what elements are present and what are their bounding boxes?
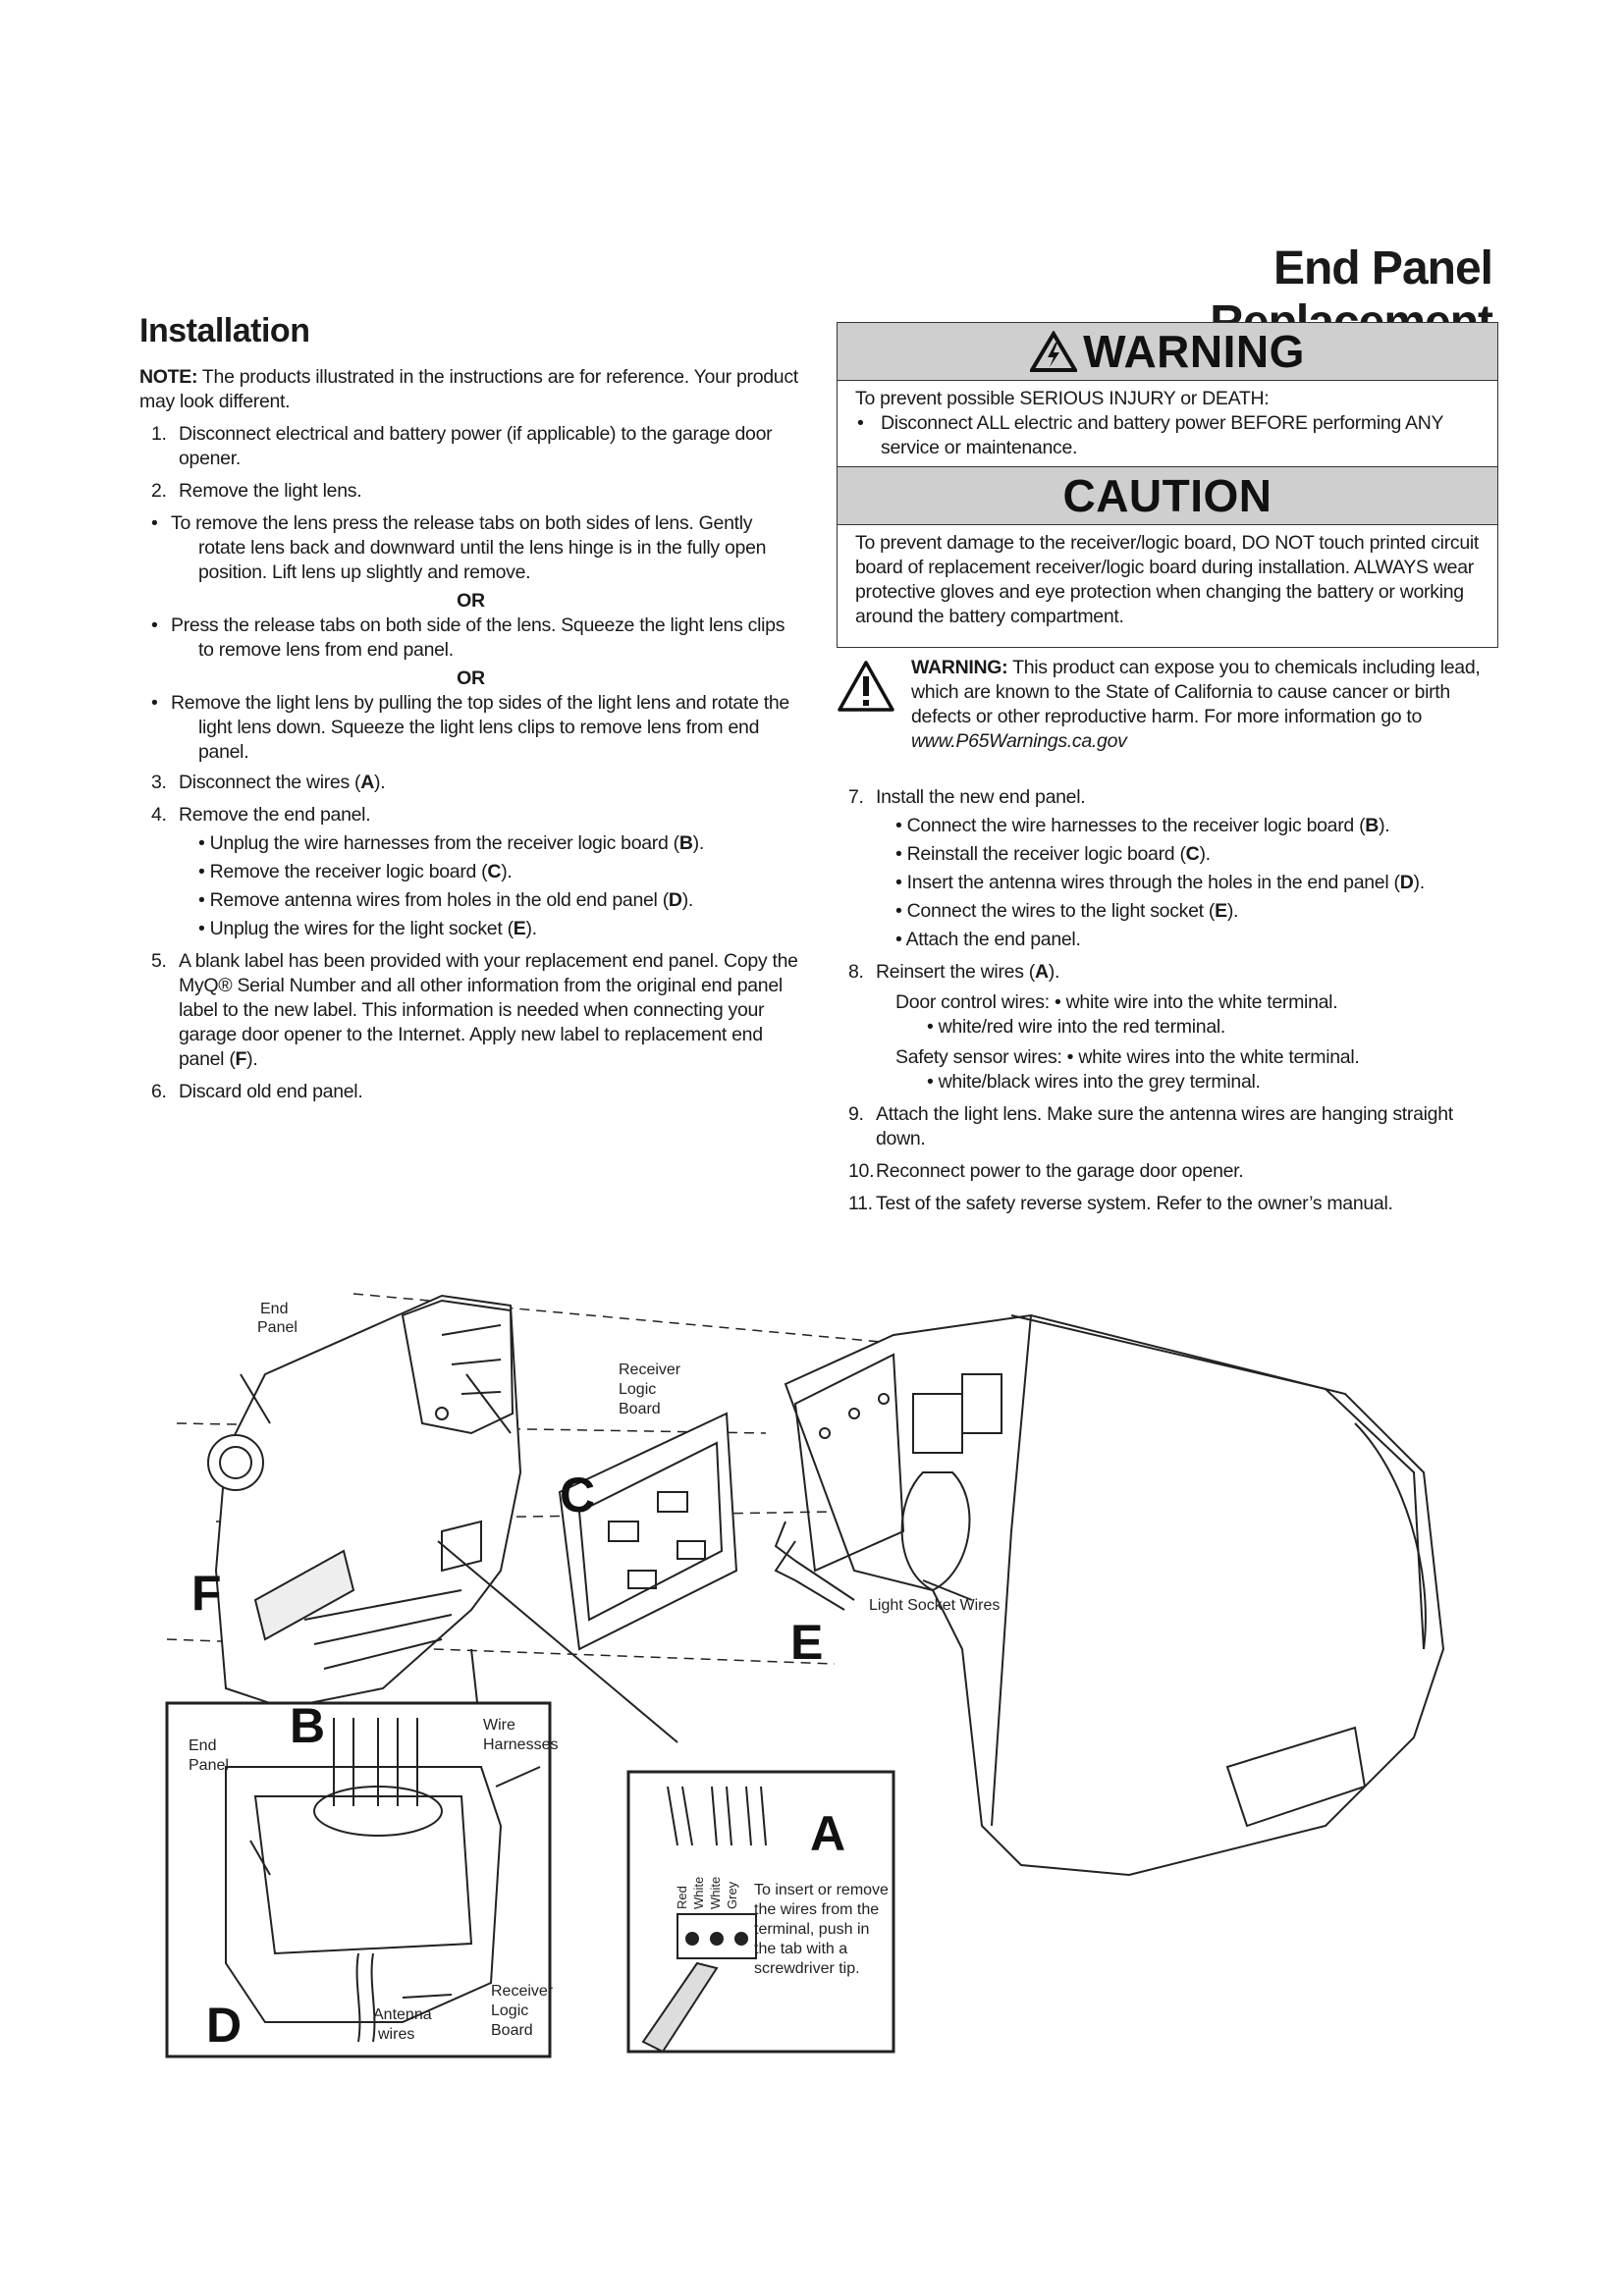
step-10	[837, 1159, 1504, 1184]
step-number: 6.	[151, 1081, 167, 1102]
caution-body: To prevent damage to the receiver/logic board, DO NOT touch printed circuit board of replacement receiver/logic board during installation. ALWAYS wear protective gloves and eye protection when changing the battery or working around the battery compartment.	[855, 532, 1480, 627]
prop65-warning	[837, 656, 1504, 764]
step-7-sub-3	[837, 871, 1504, 895]
callout-a: A	[810, 1806, 846, 1861]
reinstall-steps	[837, 785, 1504, 1224]
tip-line-1: To insert or remove	[754, 1882, 889, 1898]
sub-end: ).	[501, 861, 513, 882]
installation-steps	[139, 365, 802, 1112]
note-label: NOTE:	[139, 366, 198, 388]
callout-e: E	[790, 1615, 824, 1670]
installation-heading: Installation	[139, 312, 310, 349]
step-text: Attach the light lens. Make sure the antenna wires are hanging straight down.	[876, 1103, 1453, 1149]
ref-letter: B	[1365, 815, 1380, 836]
step-1	[139, 422, 802, 471]
step-number: 10.	[848, 1160, 875, 1182]
or-separator: OR	[457, 590, 485, 612]
warning-intro: To prevent possible SERIOUS INJURY or DEATH:	[855, 388, 1270, 409]
step-7	[837, 785, 1504, 810]
terminal-label-white: White	[691, 1876, 706, 1909]
tip-line-2: the wires from the	[754, 1901, 880, 1918]
step-text-end: ).	[1048, 961, 1060, 983]
label-receiver-2: Logic	[619, 1381, 657, 1398]
exploded-diagram	[147, 1276, 1502, 2061]
step-text: Remove the end panel.	[179, 804, 371, 826]
sub-end: ).	[681, 889, 693, 911]
bullet-text: To remove the lens press the release tabs on both sides of lens.	[171, 512, 694, 534]
warning-bullet: • Disconnect ALL electric and battery power BEFORE performing ANY service or maintenance.	[857, 412, 1443, 458]
callout-b: B	[290, 1698, 326, 1753]
callout-d: D	[206, 1998, 243, 2053]
step-text: Reinsert the wires (	[876, 961, 1035, 983]
page-title: End Panel	[1272, 242, 1492, 294]
bullet-remove-lens-a: • To remove the lens press the release tabs on both sides of lens. Gently rotate lens back and downward until the lens hinge is in the fully open position. Lift lens up slightly and remove.	[151, 512, 767, 583]
note	[139, 365, 802, 414]
ref-letter: A	[1034, 961, 1049, 983]
warning-body	[838, 381, 1497, 466]
step-7-sub-2	[837, 842, 1504, 867]
step-number: 3.	[151, 772, 167, 793]
prop65-text-block	[911, 656, 1500, 754]
step-5	[139, 949, 802, 1072]
tip-line-4: the tab with a	[754, 1941, 848, 1957]
step-text: Test of the safety reverse system. Refer to the owner’s manual.	[876, 1193, 1393, 1214]
step-2	[139, 479, 802, 504]
label-end-panel: End	[260, 1301, 289, 1317]
step-text: Discard old end panel.	[179, 1081, 363, 1102]
step-number: 9.	[848, 1103, 864, 1125]
label-end-panel-2: Panel	[257, 1319, 298, 1336]
step-text-end: ).	[246, 1048, 258, 1070]
prop65-text: This product can expose you to chemicals including lead, which are known to the State of California to cause cancer or birth defects or other reproductive harm. For more information go to	[911, 657, 1481, 727]
step-7-sub-5	[837, 928, 1504, 952]
label-antenna: Antenna	[373, 2006, 432, 2023]
ref-letter: B	[678, 832, 693, 854]
step-number: 7.	[848, 786, 864, 808]
ref-letter: A	[360, 772, 375, 793]
step-4-sub-4	[139, 917, 802, 941]
label-inset-receiver-3: Board	[491, 2022, 533, 2039]
step-9	[837, 1102, 1504, 1151]
door-control-wires	[837, 990, 1504, 1040]
label-inset-end-panel: End	[189, 1737, 217, 1754]
warning-shock-icon	[1030, 331, 1077, 372]
label-antenna-2: wires	[378, 2026, 415, 2043]
sub-text: • Unplug the wires for the light socket (	[198, 918, 514, 939]
step-number: 4.	[151, 804, 167, 826]
sub-text: • Reinstall the receiver logic board (	[895, 843, 1186, 865]
callout-f: F	[191, 1566, 222, 1621]
sub-text: • Remove antenna wires from holes in the old end panel (	[198, 889, 669, 911]
bullet-remove-lens-c: • Remove the light lens by pulling the top sides of the light lens and rotate the light lens down. Squeeze the light lens clips to remove lens from end panel.	[151, 692, 789, 763]
step-4-sub-1	[139, 831, 802, 856]
terminal-label-red: Red	[675, 1886, 689, 1909]
step-number: 8.	[848, 961, 864, 983]
step-7-sub-4	[837, 899, 1504, 924]
sub-text: • Unplug the wire harnesses from the receiver logic board (	[198, 832, 679, 854]
tip-line-3: terminal, push in	[754, 1921, 870, 1938]
label-inset-receiver-2: Logic	[491, 2002, 529, 2019]
step-text: Reconnect power to the garage door opener.	[876, 1160, 1244, 1182]
bullet-remove-lens-b: • Press the release tabs on both side of the lens. Squeeze the light lens clips to remove lens from end panel.	[151, 614, 785, 661]
step-11	[837, 1192, 1504, 1216]
door-control-line-2: • white/red wire into the red terminal.	[927, 1016, 1226, 1038]
or-separator: OR	[457, 667, 485, 689]
step-text: Remove the light lens.	[179, 480, 362, 502]
step-number: 5.	[151, 950, 167, 972]
caution-band	[838, 466, 1497, 525]
step-4-sub-3	[139, 888, 802, 913]
step-number: 2.	[151, 480, 167, 502]
bullet-text: Remove the light lens by pulling the top sides of the light lens and	[171, 692, 707, 714]
ref-letter: C	[487, 861, 502, 882]
sub-text: • Insert the antenna wires through the holes in the end panel (	[895, 872, 1400, 893]
step-4-sub-2	[139, 860, 802, 884]
step-text: Disconnect the wires (	[179, 772, 361, 793]
step-number: 11.	[848, 1193, 873, 1214]
terminal-label-white-2: White	[708, 1876, 723, 1909]
sub-text: • Connect the wires to the light socket (	[895, 900, 1216, 922]
sub-end: ).	[1226, 900, 1239, 922]
sub-end: ).	[1413, 872, 1425, 893]
ref-letter: F	[235, 1048, 247, 1070]
sub-end: ).	[1379, 815, 1390, 836]
sub-end: ).	[692, 832, 704, 854]
callout-c: C	[560, 1468, 596, 1522]
tip-line-5: screwdriver tip.	[754, 1960, 860, 1977]
warning-band	[838, 323, 1497, 381]
bullet-text-cont: lens clips to remove lens from end panel.	[198, 614, 785, 661]
prop65-label: WARNING:	[911, 657, 1008, 678]
warning-heading: WARNING	[1083, 326, 1305, 377]
label-receiver: Receiver	[619, 1362, 681, 1378]
step-text-end: ).	[374, 772, 386, 793]
step-number: 1.	[151, 423, 167, 445]
step-8	[837, 960, 1504, 985]
sub-text: • Connect the wire harnesses to the receiver logic board (	[895, 815, 1366, 836]
ref-letter: C	[1185, 843, 1200, 865]
terminal-label-grey: Grey	[725, 1881, 739, 1909]
step-text: Disconnect electrical and battery power (if applicable) to the garage door opener.	[179, 423, 773, 469]
sub-end: ).	[1199, 843, 1211, 865]
bullet-text: Press the release tabs on both side of the lens. Squeeze the light	[171, 614, 704, 636]
label-light-socket-wires: Light Socket Wires	[869, 1597, 1001, 1614]
bullet-text-cont: rotate the light lens down. Squeeze the light lens clips to remove lens from end panel.	[198, 692, 789, 763]
prop65-warning-icon	[837, 660, 895, 713]
label-inset-end-panel-2: Panel	[189, 1757, 229, 1774]
ref-letter: D	[668, 889, 682, 911]
step-4	[139, 803, 802, 828]
label-wire-harnesses: Wire	[483, 1717, 515, 1734]
warning-bullet-text: Disconnect ALL electric and battery power BEFORE performing ANY service or maintenance.	[881, 412, 1443, 458]
sub-text: • Attach the end panel.	[895, 929, 1081, 950]
ref-letter: E	[1215, 900, 1227, 922]
ref-letter: D	[1399, 872, 1414, 893]
label-inset-receiver: Receiver	[491, 1983, 554, 2000]
step-text: Install the new end panel.	[876, 786, 1086, 808]
caution-heading: CAUTION	[1062, 470, 1272, 521]
step-6	[139, 1080, 802, 1104]
step-3	[139, 771, 802, 795]
safety-sensor-wires	[837, 1045, 1504, 1095]
step-text: A blank label has been provided with your replacement end panel. Copy the MyQ® Serial Number and all other information from the original end panel label to the new label. This information is needed when connecting your garage door opener to the Internet. Apply new label to replacement end panel (	[179, 950, 798, 1070]
safety-sensor-line-1: Safety sensor wires: • white wires into the white terminal.	[895, 1046, 1360, 1068]
safety-panel	[837, 322, 1498, 648]
label-wire-harnesses-2: Harnesses	[483, 1736, 559, 1753]
label-receiver-3: Board	[619, 1401, 661, 1417]
prop65-url: www.P65Warnings.ca.gov	[911, 730, 1127, 752]
note-text: The products illustrated in the instructions are for reference. Your product may look different.	[139, 366, 798, 412]
ref-letter: E	[513, 918, 526, 939]
sub-end: ).	[525, 918, 537, 939]
sub-text: • Remove the receiver logic board (	[198, 861, 488, 882]
door-control-line-1: Door control wires: • white wire into the white terminal.	[895, 991, 1338, 1013]
end-panel-drawing	[208, 1296, 520, 1708]
step-7-sub-1	[837, 814, 1504, 838]
bullet-text-cont: Gently rotate lens back and downward until the lens hinge is in the fully open position. Lift lens up slightly and remove.	[198, 512, 767, 583]
safety-sensor-line-2: • white/black wires into the grey terminal.	[927, 1071, 1261, 1093]
receiver-board-drawing	[560, 1414, 736, 1649]
